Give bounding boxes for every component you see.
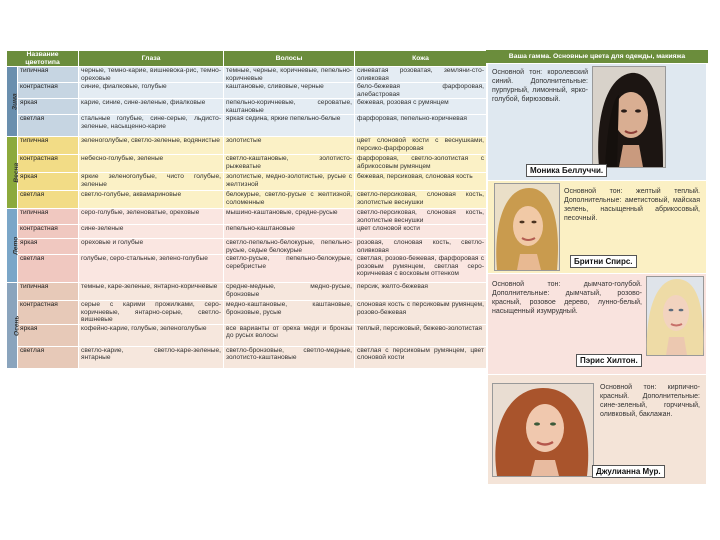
hair-cell: каштановые, сливовые, черные (224, 83, 355, 99)
gamma-text-winter: Основной тон: королевский синий. Дополнительные: пурпурный, лимонный, ярко-голубой, бирюзовый. (492, 69, 588, 103)
eyes-cell: кофейно-карие, голубые, зеленоголубые (79, 324, 224, 346)
table-row (7, 209, 487, 225)
skin-cell: бежевая, персиковая, слоновая кость (355, 173, 487, 191)
gamma-text-summer: Основной тон: дымчато-голубой. Дополнительные: дымчатый, розово-красный, розовое дерево, лунно-белый, насыщенный изумрудный. (492, 281, 642, 315)
season-label (7, 209, 18, 283)
eyes-cell: светло-голубые, аквамариновые (79, 191, 224, 209)
header-type: Название цветотипа (7, 51, 79, 67)
type-cell: контрастная (18, 225, 79, 239)
skin-cell: персик, желто-бежевая (355, 283, 487, 301)
hair-cell: пепельно-коричневые, сероватые, каштановые (224, 99, 355, 115)
color-type-table (6, 50, 487, 369)
type-cell: типичная (18, 283, 79, 301)
table-row (7, 83, 487, 99)
table-row (7, 191, 487, 209)
skin-cell: фарфоровая, пепельно-коричневая (355, 115, 487, 137)
photo-autumn (492, 383, 594, 477)
table-row (7, 115, 487, 137)
hair-cell: золотистые, медно-золотистые, русые с желтизной (224, 173, 355, 191)
header-hair: Волосы (224, 51, 355, 67)
type-cell: светлая (18, 115, 79, 137)
eyes-cell: ореховые и голубые (79, 239, 224, 255)
type-cell: яркая (18, 324, 79, 346)
hair-cell: мышино-каштановые, средне-русые (224, 209, 355, 225)
hair-cell: светло-каштановые, золотисто-рыжеватые (224, 155, 355, 173)
eyes-cell: яркие зеленоголубые, чисто голубые, зеленые (79, 173, 224, 191)
table-row (7, 99, 487, 115)
season-name: Осень (13, 315, 21, 336)
hair-cell: светло-русые, пепельно-белокурые, серебристые (224, 255, 355, 283)
hair-cell: светло-пепельно-белокурые, пепельно-русые, седые белокурые (224, 239, 355, 255)
table-body (7, 67, 487, 369)
eyes-cell: карие, синие, сине-зеленые, фиалковые (79, 99, 224, 115)
eyes-cell: стальные голубые, сине-серые, льдисто-зеленые, насыщенно-карие (79, 115, 224, 137)
type-cell: яркая (18, 99, 79, 115)
type-cell: светлая (18, 191, 79, 209)
type-cell: яркая (18, 239, 79, 255)
skin-cell: бежевая, розовая с румянцем (355, 99, 487, 115)
gamma-panel-summer (488, 274, 706, 374)
caption-winter: Моника Беллуччи. (526, 164, 607, 177)
photo-winter (592, 66, 666, 168)
type-cell: яркая (18, 173, 79, 191)
gamma-text-autumn: Основной тон: кирпично-красный. Дополнительные: сине-зеленый, горчичный, оливковый, баклажан. (600, 384, 700, 418)
hair-cell: средне-медные, медно-русые, бронзовые (224, 283, 355, 301)
color-type-sheet (6, 50, 708, 484)
table-row (7, 283, 487, 301)
table-row (7, 346, 487, 368)
header-skin: Кожа (355, 51, 487, 67)
eyes-cell: голубые, серо-стальные, зелено-голубые (79, 255, 224, 283)
hair-cell: медно-каштановые, каштановые, бронзовые, русые (224, 301, 355, 325)
header-gamma: Ваша гамма. Основные цвета для одежды, макияжа (486, 50, 708, 63)
skin-cell: теплый, персиковый, бежево-золотистая (355, 324, 487, 346)
eyes-cell: светло-карие, светло-каре-зеленые, янтарные (79, 346, 224, 368)
table-row (7, 225, 487, 239)
eyes-cell: небесно-голубые, зеленые (79, 155, 224, 173)
season-name: Зима (11, 93, 19, 110)
caption-autumn: Джулианна Мур. (592, 465, 665, 478)
type-cell: типичная (18, 67, 79, 83)
gamma-panel-autumn (488, 375, 706, 484)
table-row (7, 301, 487, 325)
eyes-cell: зеленоголубые, светло-зеленые, водянистые (79, 137, 224, 155)
season-label (7, 283, 21, 369)
eyes-cell: синие, фиалковые, голубые (79, 83, 224, 99)
eyes-cell: серо-голубые, зеленоватые, ореховые (79, 209, 224, 225)
type-cell: типичная (18, 209, 79, 225)
gamma-panel-spring (488, 181, 706, 273)
header-row (7, 51, 487, 67)
skin-cell: синеватая розоватая, земляни-сто-оливковая (355, 67, 487, 83)
skin-cell: розовая, слоновая кость, светло-оливковая (355, 239, 487, 255)
type-cell: светлая (18, 255, 79, 283)
skin-cell: светло-персиковая, слоновая кость, золотистые веснушки (355, 209, 487, 225)
skin-cell: светло-персиковая, слоновая кость, золотистые веснушки (355, 191, 487, 209)
header-eyes: Глаза (79, 51, 224, 67)
table-row (7, 155, 487, 173)
caption-spring: Бритни Спирс. (570, 255, 637, 268)
type-cell: контрастная (18, 155, 79, 173)
hair-cell: все варианты от ореха меди и бронзы до русых волосы (224, 324, 355, 346)
table-row (7, 173, 487, 191)
photo-summer (646, 276, 704, 356)
eyes-cell: черные, темно-карие, вишневока-рис, темно-ореховые (79, 67, 224, 83)
season-label (7, 137, 21, 209)
skin-cell: светлая, розово-бежевая, фарфоровая с розовым румянцем, светлая серо-коричневая с восковым оттенком (355, 255, 487, 283)
skin-cell: цвет слоновой кости с веснушками, персико-фарфоровая (355, 137, 487, 155)
type-cell: типичная (18, 137, 79, 155)
skin-cell: цвет слоновой кости (355, 225, 487, 239)
type-cell: контрастная (18, 83, 79, 99)
hair-cell: темные, черные, коричневые, пепельно-коричневые (224, 67, 355, 83)
table-row (7, 67, 487, 83)
caption-summer: Пэрис Хилтон. (576, 354, 642, 367)
hair-cell: белокурые, светло-русые с желтизной, соломенные (224, 191, 355, 209)
season-label (7, 67, 18, 137)
skin-cell: бело-бежевая фарфоровая, алебастровая (355, 83, 487, 99)
skin-cell: слоновая кость с персиковым румянцем, розово-бежевая (355, 301, 487, 325)
season-name: Весна (13, 162, 21, 183)
eyes-cell: серые с карими прожилками, серо-коричневые, янтарно-серые, светло-вишневые (79, 301, 224, 325)
eyes-cell: темные, каре-зеленые, янтарно-коричневые (79, 283, 224, 301)
table-row (7, 239, 487, 255)
hair-cell: яркая седина, яркие пепельно-белые (224, 115, 355, 137)
gamma-text-spring: Основной тон: желтый теплый. Дополнительные: аметистовый, майская зелень, насыщенный абрикосовый, песочный. (564, 188, 700, 222)
hair-cell: золотистые (224, 137, 355, 155)
type-cell: контрастная (18, 301, 79, 325)
skin-cell: светлая с персиковым румянцем, цвет слоновой кости (355, 346, 487, 368)
hair-cell: светло-бронзовые, светло-медные, золотисто-каштановые (224, 346, 355, 368)
table-row (7, 255, 487, 283)
skin-cell: фарфоровая, светло-золотистая с абрикосовым румянцем (355, 155, 487, 173)
table-row (7, 137, 487, 155)
table-row (7, 324, 487, 346)
eyes-cell: сине-зеленые (79, 225, 224, 239)
type-cell: светлая (18, 346, 79, 368)
hair-cell: пепельно-каштановые (224, 225, 355, 239)
gamma-panel-winter (488, 64, 706, 180)
season-name: Лето (12, 236, 20, 255)
photo-spring (494, 183, 560, 271)
